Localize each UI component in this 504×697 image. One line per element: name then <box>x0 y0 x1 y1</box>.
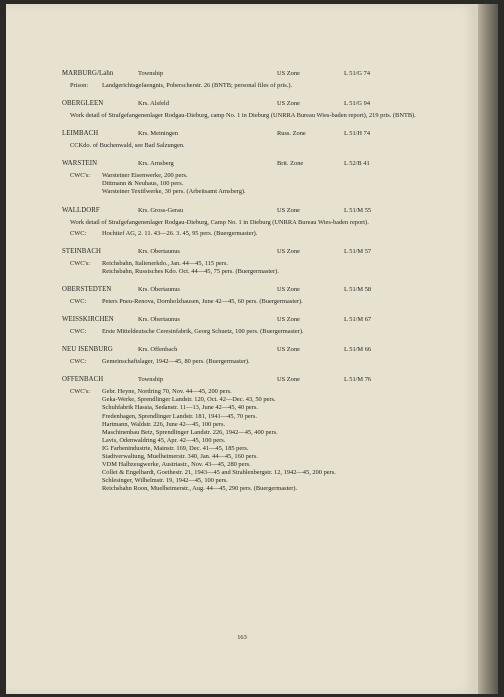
district-name: Township <box>138 376 164 384</box>
entry-header <box>62 100 457 109</box>
entry-header <box>62 248 457 257</box>
entry-line <box>62 477 457 485</box>
map-code: L 51/M 55 <box>344 206 372 214</box>
map-code: L 51/M 58 <box>344 285 372 293</box>
district-name: Township <box>138 70 164 77</box>
zone-name: US Zone <box>277 100 300 108</box>
page-number: 163 <box>237 634 247 641</box>
entry-line <box>62 461 457 469</box>
entry-label: CWC: <box>70 229 87 237</box>
entry-line <box>62 268 457 276</box>
entry-header <box>62 376 457 385</box>
entry <box>62 70 457 90</box>
entry-line <box>62 298 457 306</box>
entry-text: Warsteiner Eisenwerke, 200 pers. <box>102 172 188 180</box>
entry-label: CWC: <box>70 297 87 305</box>
entry-label: CWC: <box>70 328 87 336</box>
entry-text: Landgerichtsgefaengnis, Poberscherstr. 26 (BNTB; personal files of pris.). <box>102 82 293 89</box>
place-name: LEIMBACH <box>62 130 99 138</box>
entry <box>62 346 457 366</box>
entry-text: Reichsbahn Roon, Muelheimerstr., Aug. 44—45, 290 pers. (Buergermaster). <box>102 485 298 493</box>
place-name: OFFENBACH <box>62 376 104 384</box>
entry-line <box>62 358 457 366</box>
entry-header <box>62 316 457 325</box>
document-page <box>6 4 478 694</box>
entry-text: Erste Mitteldeutsche Ceresinfabrik, Georg Schuetz, 100 pers. (Buergermaster). <box>102 328 304 336</box>
entry <box>62 316 457 336</box>
map-code: L 51/H 74 <box>344 130 371 138</box>
entry-description: Work detail of Strafgefangenenlager Rodgau-Dieburg, camp No. 1 in Dieburg (UNRRA Bureau Wies-baden report), 219 pris. (BNTB). <box>70 112 416 120</box>
entry <box>62 286 457 306</box>
entry <box>62 376 457 493</box>
place-name: WEISSKIRCHEN <box>62 316 114 324</box>
entry-line <box>62 453 457 461</box>
entry-label: CWC: <box>70 358 87 366</box>
entry-line <box>62 172 457 180</box>
entry-line <box>62 404 457 412</box>
entry-header <box>62 207 457 216</box>
entry <box>62 130 457 150</box>
district-name: Krs. Meiningen <box>138 130 179 138</box>
entry-text: Hartmann, Waldstr. 226, June 42—45, 100 pers. <box>102 420 226 428</box>
entry-label: CWC's: <box>70 172 90 180</box>
entry-text: Peters Pneu-Renova, Dornholzhausen, June 42—45, 60 pers. (Buergermaster). <box>102 297 303 305</box>
place-name: OBERGLEEN <box>62 100 104 108</box>
place-name: WARSTEIN <box>62 160 98 168</box>
entry-text: VDM Halbzeugwerke, Austriastr., Nov. 43—45, 280 pers. <box>102 461 251 469</box>
entry-description: Work detail of Strafgefangenenlager Rodgau-Dieburg, Camp No. 1 in Dieburg (UNRRA Bureau Wies-baden report). <box>70 218 369 226</box>
entry-header <box>62 346 457 355</box>
zone-name: US Zone <box>277 346 300 354</box>
entry-line <box>62 469 457 477</box>
entries-list <box>62 70 457 503</box>
zone-name: US Zone <box>277 206 300 214</box>
district-name: Krs. Gross-Gerau <box>138 206 184 214</box>
entry-line <box>62 485 457 493</box>
district-name: Krs. Obertaunus <box>138 285 180 293</box>
entry-text: Reichsbahn, Italienerkdo., Jan. 44—45, 115 pers. <box>102 259 228 267</box>
entry-text: Schuhfabrik Hassia, Sedanstr. 11—13, June 42—45, 40 pers. <box>102 404 258 412</box>
entry-line <box>62 82 457 90</box>
place-name: MARBURG/Lahn <box>62 70 114 77</box>
map-code: L 51/G 94 <box>344 100 371 108</box>
entry-line <box>62 388 457 396</box>
district-name: Krs. Obertaunus <box>138 247 180 255</box>
map-code: L 51/G 74 <box>344 70 371 77</box>
entry-header <box>62 70 457 79</box>
zone-name: US Zone <box>277 376 300 384</box>
entry-text: Schlesinger, Wilhelmstr. 19, 1942—45, 100 pers. <box>102 477 228 485</box>
entry-line <box>62 437 457 445</box>
entry-text: Warsteiner Textilwerke, 30 pers. (Arbeitsamt Arnsberg). <box>102 188 246 196</box>
entry-text: Stadtverwaltung, Muelheimerstr. 340, Jan. 44—45, 160 pers. <box>102 452 258 460</box>
entry-text: IG Farbenindustrie, Mainstr. 169, Dec. 41—45, 185 pers. <box>102 444 249 452</box>
map-code: L 51/M 57 <box>344 247 372 255</box>
entry-text: Lavis, Odenwaldring 45, Apr. 42—45, 100 pers. <box>102 436 226 444</box>
entry-line <box>62 413 457 421</box>
entry-header <box>62 130 457 139</box>
map-code: L 52/B 41 <box>344 160 370 168</box>
entry-line <box>62 445 457 453</box>
zone-name: US Zone <box>277 247 300 255</box>
entry-label: CWC's: <box>70 259 90 267</box>
entry-text: Geka-Werke, Sprendlinger Landstr. 120, Oct. 42—Dec. 43, 50 pers. <box>102 396 276 404</box>
entry-text: Fredenhagen, Sprendlinger Landstr. 181, 1941—45, 70 pers. <box>102 412 257 420</box>
district-name: Krs. Offenbach <box>138 346 178 354</box>
entry <box>62 248 457 276</box>
place-name: STEINBACH <box>62 247 102 255</box>
entry-text: Collet & Engelhardt, Goethestr. 21, 1943—45 and Strahlenbergstr. 12, 1942—45, 200 pers. <box>102 469 336 477</box>
entry <box>62 160 457 196</box>
entry-description: CCKdo. of Buchenwald, see Bad Salzungen. <box>70 142 185 150</box>
map-code: L 51/M 66 <box>344 346 372 354</box>
zone-name: Brit. Zone <box>277 160 304 168</box>
entry-label: Prison: <box>70 82 89 89</box>
entry-line <box>62 230 457 238</box>
entry-header <box>62 286 457 295</box>
place-name: WALLDORF <box>62 206 100 214</box>
place-name: NEU ISENBURG <box>62 346 113 354</box>
entry <box>62 100 457 120</box>
place-name: OBERSTEDTEN <box>62 285 112 293</box>
entry-label: CWC's: <box>70 388 90 396</box>
entry-line <box>62 188 457 196</box>
entry-text: Hochtief AG, 2. 11. 43—26. 3. 45, 95 pers. (Buergermaster). <box>102 229 258 237</box>
map-code: L 51/M 76 <box>344 376 372 384</box>
entry-line <box>62 328 457 336</box>
entry-text: Gemeinschaftslager, 1942—45, 80 pers. (Buergermaster). <box>102 358 250 366</box>
entry-line <box>62 421 457 429</box>
zone-name: US Zone <box>277 285 300 293</box>
entry-text: Maschinenbau Betz, Sprendlinger Landstr. 226, 1942—45, 400 pers. <box>102 428 278 436</box>
map-code: L 51/M 67 <box>344 316 372 324</box>
entry-text: Gebr. Heyne, Nordring 70, Nov. 44—45, 200 pers. <box>102 388 232 396</box>
entry-text: Dittmann & Neuhaus, 100 pers. <box>102 180 184 188</box>
zone-name: Russ. Zone <box>277 130 306 138</box>
entry-line <box>62 429 457 437</box>
entry-line <box>62 180 457 188</box>
page-edge <box>478 4 498 694</box>
entry-line <box>62 396 457 404</box>
district-name: Krs. Alsfeld <box>138 100 169 108</box>
zone-name: US Zone <box>277 316 300 324</box>
entry-text: Reichsbahn, Russisches Kdo. Oct. 44—45, 75 pers. (Buergermaster). <box>102 267 279 275</box>
district-name: Krs. Arnsberg <box>138 160 174 168</box>
entry <box>62 207 457 238</box>
zone-name: US Zone <box>277 70 300 77</box>
entry-line <box>62 260 457 268</box>
entry-header <box>62 160 457 169</box>
district-name: Krs. Obertaunus <box>138 316 180 324</box>
